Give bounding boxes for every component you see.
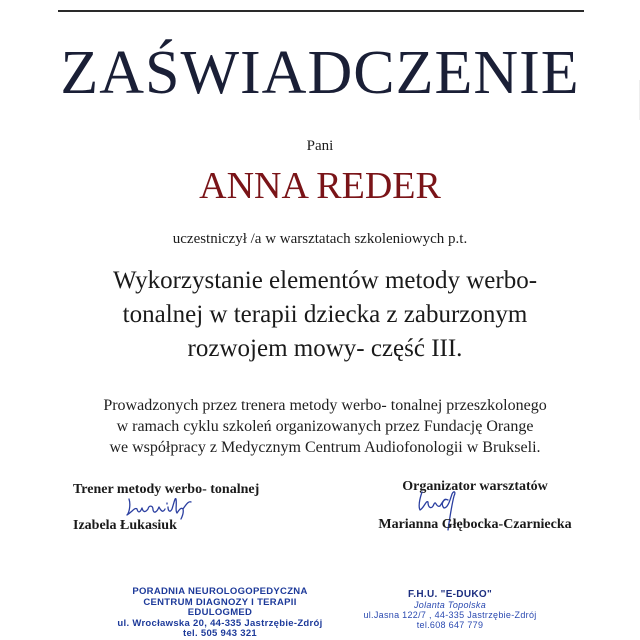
description-line: we współpracy z Medycznym Centrum Audiofonologii w Brukseli. bbox=[109, 439, 541, 456]
stamp-owner: Jolanta Topolska bbox=[413, 600, 486, 610]
organizer-signature-block bbox=[340, 478, 610, 532]
stamp-line: EDULOGMED bbox=[187, 607, 253, 618]
stamp-company: F.H.U. "E-DUKO" bbox=[408, 589, 492, 600]
participation-text: uczestniczył /a w warsztatach szkoleniowych p.t. bbox=[172, 231, 468, 247]
description-line: Prowadzonych przez trenera metody werbo- tonalnej przeszkolonego bbox=[103, 397, 547, 414]
trainer-name: Izabela Łukasiuk bbox=[73, 518, 177, 533]
company-stamp bbox=[350, 590, 550, 630]
scan-edge-artifact bbox=[636, 80, 640, 120]
stamp-address: ul.Jasna 122/7 , 44-335 Jastrzębie-Zdrój bbox=[363, 610, 537, 620]
organizer-role: Organizator warsztatów bbox=[402, 479, 548, 494]
top-rule-divider bbox=[58, 10, 584, 12]
organizer-name: Marianna Głębocka-Czarniecka bbox=[378, 517, 572, 532]
stamp-line: ul. Wrocławska 20, 44-335 Jastrzębie-Zdrój bbox=[117, 617, 323, 629]
salutation: Pani bbox=[306, 138, 334, 154]
stamp-phone: tel.608 647 779 bbox=[416, 620, 484, 630]
course-title-line: rozwojem mowy- część III. bbox=[187, 335, 463, 362]
clinic-stamp bbox=[100, 587, 340, 640]
stamp-line: PORADNIA NEUROLOGOPEDYCZNA bbox=[132, 586, 308, 597]
stamp-line: tel. 505 943 321 bbox=[183, 628, 257, 639]
trainer-signature-block bbox=[73, 481, 333, 533]
recipient-name: ANNA REDER bbox=[199, 165, 441, 207]
course-title-line: tonalnej w terapii dziecka z zaburzonym bbox=[122, 301, 528, 328]
certificate-title: ZAŚWIADCZENIE bbox=[60, 39, 580, 107]
stamp-line: CENTRUM DIAGNOZY I TERAPII bbox=[143, 596, 297, 608]
description-line: w ramach cyklu szkoleń organizowanych przez Fundację Orange bbox=[116, 418, 534, 435]
course-title-line: Wykorzystanie elementów metody werbo- bbox=[112, 267, 538, 294]
trainer-role: Trener metody werbo- tonalnej bbox=[73, 482, 260, 497]
course-description bbox=[0, 395, 640, 458]
course-title bbox=[0, 264, 640, 366]
